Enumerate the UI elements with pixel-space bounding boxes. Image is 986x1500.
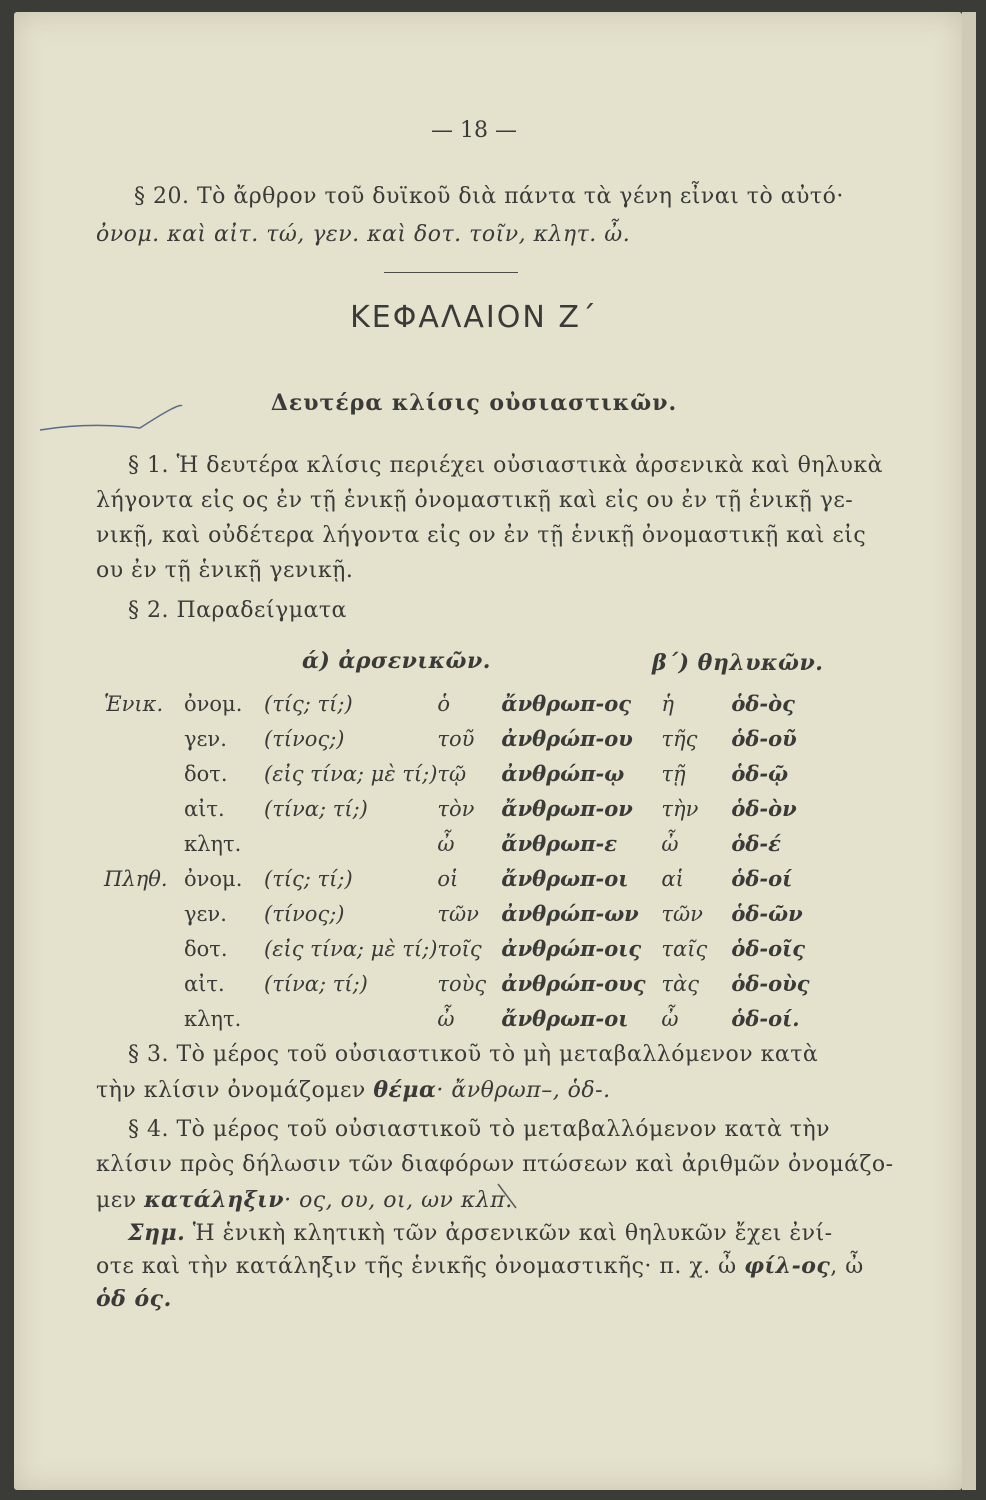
table-row (104, 791, 831, 826)
fem-article: αἱ (661, 866, 684, 891)
note-text3: , ὦ (830, 1254, 864, 1279)
fem-form: ὁδ-οῖς (731, 936, 806, 961)
para3-line1: § 3. Τὸ μέρος τοῦ οὐσιαστικοῦ τὸ μὴ μεταβαλλόμενον κατὰ (128, 1042, 819, 1067)
declension-table (104, 686, 831, 1036)
question: (εἰς τίνα; μὲ τί;) (264, 761, 438, 786)
para1-line2: λήγοντα εἰς ος ἐν τῇ ἑνικῇ ὀνομαστικῇ καὶ εἰς ου ἐν τῇ ἑνικῇ γε- (96, 488, 854, 513)
number-label (104, 721, 184, 756)
question (264, 1001, 437, 1036)
masc-article: ὁ (437, 691, 451, 716)
question: (τίνα; τί;) (264, 796, 368, 821)
para20-line1: § 20. Τὸ ἄρθρον τοῦ δυϊκοῦ διὰ πάντα τὰ γένη εἶναι τὸ αὐτό· (134, 184, 844, 209)
masc-form: ἄνθρωπ-οι (501, 1006, 629, 1031)
fem-form: ὁδ-οί. (731, 1006, 800, 1031)
para4-line2: κλίσιν πρὸς δήλωσιν τῶν διαφόρων πτώσεων καὶ ἀριθμῶν ὀνομάζο- (96, 1152, 894, 1177)
number-label (104, 931, 184, 966)
table-row (104, 1001, 831, 1036)
number-label: Ἑνικ. (104, 691, 164, 716)
para3-example: · ἄνθρωπ–, ὁδ-. (436, 1078, 611, 1103)
note-line2 (96, 1253, 864, 1279)
case-label: δοτ. (184, 761, 228, 786)
para1-line1: § 1. Ἡ δευτέρα κλίσις περιέχει οὐσιαστικὰ ἀρσενικὰ καὶ θηλυκὰ (128, 453, 884, 478)
case-label: αἰτ. (184, 971, 225, 996)
page-number: — 18 — (431, 118, 517, 143)
case-label: αἰτ. (184, 796, 225, 821)
para4-line3 (96, 1187, 513, 1213)
masc-article: ὦ (437, 1006, 455, 1031)
fem-article: ταῖς (661, 936, 708, 961)
number-label: Πληθ. (104, 866, 168, 891)
chapter-title: ΚΕΦΑΛΑΙΟΝ Ζ΄ (350, 300, 598, 335)
masc-form: ἄνθρωπ-ον (501, 796, 633, 821)
masc-article: τοῖς (437, 936, 482, 961)
fem-form: ὁδ-οῦ (731, 726, 797, 751)
masc-article: οἱ (437, 866, 459, 891)
para3-text: τὴν κλίσιν ὀνομάζομεν (96, 1078, 374, 1103)
note-text2: οτε καὶ τὴν κατάληξιν τῆς ἑνικῆς ὀνομαστικῆς· π. χ. ὦ (96, 1254, 745, 1279)
masc-form: ἄνθρωπ-ος (501, 691, 631, 716)
fem-form: ὁδ-ῷ (731, 761, 789, 786)
next-page-edge (962, 12, 976, 1490)
masc-form: ἄνθρωπ-ε (501, 831, 617, 856)
note-line1 (128, 1220, 833, 1246)
masc-form: ἄνθρωπ-οι (501, 866, 629, 891)
table-row (104, 896, 831, 931)
question (264, 826, 437, 861)
para4-example: · ος, ου, οι, ων κλπ. (284, 1188, 513, 1213)
case-label: ὀνομ. (184, 691, 243, 716)
para3-line2 (96, 1077, 611, 1103)
table-row (104, 861, 831, 896)
fem-article: τῆς (661, 726, 698, 751)
note-line3: ὁδ ός. (96, 1286, 172, 1312)
question: (εἰς τίνα; μὲ τί;) (264, 936, 438, 961)
number-label (104, 1001, 184, 1036)
masc-form: ἀνθρώπ-ων (501, 901, 639, 926)
fem-form: ὁδ-έ (731, 831, 781, 856)
masc-article: τῶν (437, 901, 479, 926)
note-example: φίλ-ος (744, 1253, 831, 1279)
table-row (104, 826, 831, 861)
table-row (104, 721, 831, 756)
note-label: Σημ. (128, 1220, 186, 1246)
case-label: δοτ. (184, 936, 228, 961)
number-label (104, 756, 184, 791)
question: (τίς; τί;) (264, 866, 353, 891)
para4-line1: § 4. Τὸ μέρος τοῦ οὐσιαστικοῦ τὸ μεταβαλλόμενον κατὰ τὴν (128, 1117, 831, 1142)
table-row (104, 931, 831, 966)
table-head-fem: β΄) θηλυκῶν. (652, 650, 824, 676)
para20-line2: ὀνομ. καὶ αἰτ. τώ, γεν. καὶ δοτ. τοῖν, κλητ. ὦ. (96, 222, 631, 247)
case-label: κλητ. (184, 1006, 242, 1031)
masc-article: τοῦ (437, 726, 475, 751)
question: (τίνος;) (264, 726, 345, 751)
para2: § 2. Παραδείγματα (128, 598, 347, 623)
fem-article: ἡ (661, 691, 674, 716)
para4-text: μεν (96, 1188, 145, 1213)
fem-article: τῇ (661, 761, 686, 786)
masc-form: ἀνθρώπ-οις (501, 936, 642, 961)
number-label (104, 791, 184, 826)
section-divider (384, 272, 518, 273)
question: (τίνος;) (264, 901, 345, 926)
table-head-masc: ά) ἀρσενικῶν. (302, 648, 491, 674)
case-label: κλητ. (184, 831, 242, 856)
fem-form: ὁδ-ὸς (731, 691, 795, 716)
para3-term: θέμα (373, 1077, 437, 1103)
number-label (104, 826, 184, 861)
fem-article: τὰς (661, 971, 699, 996)
masc-article: τοὺς (437, 971, 487, 996)
table-row (104, 756, 831, 791)
number-label (104, 966, 184, 1001)
masc-form: ἀνθρώπ-ῳ (501, 761, 625, 786)
question: (τίς; τί;) (264, 691, 353, 716)
case-label: γεν. (184, 901, 227, 926)
fem-form: ὁδ-ὸν (731, 796, 797, 821)
pencil-mark (30, 400, 190, 460)
para1-line3: νικῇ, καὶ οὐδέτερα λήγοντα εἰς ον ἐν τῇ ἑνικῇ ὀνομαστικῇ καὶ εἰς (96, 523, 867, 548)
table-row (104, 686, 831, 721)
number-label (104, 896, 184, 931)
fem-form: ὁδ-οί (731, 866, 793, 891)
para1-line4: ου ἐν τῇ ἑνικῇ γενικῇ. (96, 558, 354, 583)
fem-article: ὦ (661, 831, 679, 856)
table-row (104, 966, 831, 1001)
masc-article: τὸν (437, 796, 475, 821)
masc-article: τῷ (437, 761, 467, 786)
note-text: Ἡ ἑνικὴ κλητικὴ τῶν ἀρσενικῶν καὶ θηλυκῶν ἔχει ἐνί- (185, 1221, 833, 1246)
case-label: γεν. (184, 726, 227, 751)
fem-form: ὁδ-οὺς (731, 971, 810, 996)
fem-article: τὴν (661, 796, 699, 821)
masc-article: ὦ (437, 831, 455, 856)
chapter-subtitle: Δευτέρα κλίσις οὐσιαστικῶν. (270, 390, 678, 416)
para4-term: κατάληξιν (144, 1187, 285, 1213)
fem-article: τῶν (661, 901, 703, 926)
masc-form: ἀνθρώπ-ου (501, 726, 633, 751)
fem-form: ὁδ-ῶν (731, 901, 803, 926)
fem-article: ὦ (661, 1006, 679, 1031)
case-label: ὀνομ. (184, 866, 243, 891)
masc-form: ἀνθρώπ-ους (501, 971, 646, 996)
question: (τίνα; τί;) (264, 971, 368, 996)
